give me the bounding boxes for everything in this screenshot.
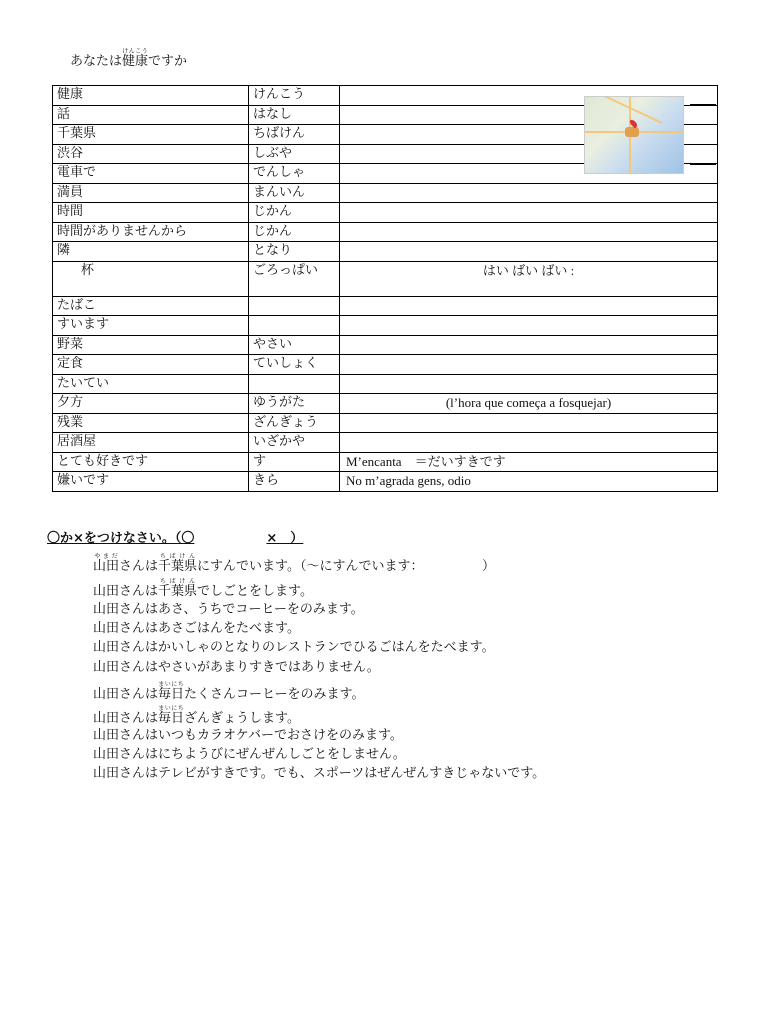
vocab-reading: はなし bbox=[249, 105, 340, 125]
vocab-word: すいます bbox=[53, 316, 249, 336]
vocab-reading: となり bbox=[249, 242, 340, 262]
kanji-ruby: 千葉県ちばけん bbox=[158, 578, 198, 599]
vocab-word: 千葉県 bbox=[53, 125, 249, 145]
vocab-word: 満員 bbox=[53, 183, 249, 203]
quiz-statement: 山田さんはいつもカラオケバーでおさけをのみます。 bbox=[93, 728, 403, 743]
vocab-word: 残業 bbox=[53, 413, 249, 433]
table-row bbox=[53, 452, 718, 472]
vocab-reading bbox=[249, 296, 340, 316]
table-row bbox=[53, 335, 718, 355]
map-image bbox=[584, 96, 684, 174]
vocab-note bbox=[340, 374, 718, 394]
vocab-reading: でんしゃ bbox=[249, 164, 340, 184]
vocab-word: たばこ bbox=[53, 296, 249, 316]
worksheet-title bbox=[70, 48, 187, 69]
table-row bbox=[53, 261, 718, 296]
vocab-reading: ゆうがた bbox=[249, 394, 340, 414]
title-suffix: ですか bbox=[148, 54, 188, 69]
vocab-word: たいてい bbox=[53, 374, 249, 394]
vocab-reading: ごろっぱい bbox=[249, 261, 340, 296]
vocab-note bbox=[340, 183, 718, 203]
table-row bbox=[53, 413, 718, 433]
title-kanji: 健康けんこう bbox=[122, 48, 149, 69]
quiz-statement: 山田さんは毎日まいにちたくさんコーヒーをのみます。 bbox=[93, 681, 365, 702]
quiz-statement: 山田さんは毎日まいにちざんぎょうします。 bbox=[93, 705, 301, 726]
vocab-word: 隣 bbox=[53, 242, 249, 262]
vocab-note: はい ばい ばい : bbox=[340, 261, 718, 296]
vocab-word: 居酒屋 bbox=[53, 433, 249, 453]
vocab-word: 時間 bbox=[53, 203, 249, 223]
quiz-statement: 山田さんはやさいがあまりすきではありません。 bbox=[93, 660, 380, 675]
quiz-statement: 山田さんは千葉県ちばけんでしごとをします。 bbox=[93, 578, 314, 599]
quiz-statement: 山田さんはかいしゃのとなりのレストランでひるごはんをたべます。 bbox=[93, 640, 495, 655]
vocab-reading: す bbox=[249, 452, 340, 472]
vocab-note bbox=[340, 413, 718, 433]
vocab-note bbox=[340, 335, 718, 355]
vocab-note bbox=[340, 296, 718, 316]
table-row bbox=[53, 203, 718, 223]
vocab-reading: まんいん bbox=[249, 183, 340, 203]
table-row bbox=[53, 355, 718, 375]
quiz-statement: 山田さんはにちようびにぜんぜんしごとをしません。 bbox=[93, 747, 406, 762]
vocab-word: 時間がありませんから bbox=[53, 222, 249, 242]
vocab-reading: きら bbox=[249, 472, 340, 492]
quiz-statement: 山田さんはあさごはんをたべます。 bbox=[93, 621, 300, 636]
table-row bbox=[53, 183, 718, 203]
vocab-word: 定食 bbox=[53, 355, 249, 375]
vocab-word: 電車で bbox=[53, 164, 249, 184]
vocab-note bbox=[340, 316, 718, 336]
vocab-reading: ちばけん bbox=[249, 125, 340, 145]
kanji-ruby: 毎日まいにち bbox=[158, 681, 185, 702]
table-row bbox=[53, 394, 718, 414]
vocab-word: 杯 bbox=[53, 261, 249, 296]
vocab-word: 夕方 bbox=[53, 394, 249, 414]
vocab-word: とても好きです bbox=[53, 452, 249, 472]
vocab-reading bbox=[249, 374, 340, 394]
title-prefix: あなたは bbox=[70, 54, 123, 69]
vocab-reading: ていしょく bbox=[249, 355, 340, 375]
vocab-note: M’encanta ＝だいすきです bbox=[340, 452, 718, 472]
quiz-statement: 山田やまださんは千葉県ちばけんにすんでいます。（〜にすんでいます： ） bbox=[93, 553, 496, 574]
quiz-heading: 〇か×をつけなさい。（〇 × ） bbox=[47, 531, 304, 546]
vocab-note bbox=[340, 433, 718, 453]
yamada-ruby: 山田やまだ bbox=[93, 553, 120, 574]
vocab-word: 嫌いです bbox=[53, 472, 249, 492]
quiz-statement: 山田さんはテレビがすきです。でも、スポーツはぜんぜんすきじゃないです。 bbox=[93, 766, 546, 781]
vocab-reading: しぶや bbox=[249, 144, 340, 164]
table-row bbox=[53, 242, 718, 262]
vocab-reading: やさい bbox=[249, 335, 340, 355]
vocab-reading: ざんぎょう bbox=[249, 413, 340, 433]
vocab-reading bbox=[249, 316, 340, 336]
kanji-ruby: 千葉県ちばけん bbox=[158, 553, 198, 574]
vocab-note: (l’hora que começa a fosquejar) bbox=[340, 394, 718, 414]
table-row bbox=[53, 222, 718, 242]
vocab-note bbox=[340, 203, 718, 223]
table-row bbox=[53, 374, 718, 394]
table-row bbox=[53, 472, 718, 492]
vocab-note bbox=[340, 222, 718, 242]
vocab-note bbox=[340, 355, 718, 375]
vocab-note: No m’agrada gens, odio bbox=[340, 472, 718, 492]
kanji-ruby: 毎日まいにち bbox=[158, 705, 185, 726]
table-row bbox=[53, 316, 718, 336]
vocab-word: 渋谷 bbox=[53, 144, 249, 164]
table-row bbox=[53, 296, 718, 316]
vocab-word: 話 bbox=[53, 105, 249, 125]
vocab-note bbox=[340, 242, 718, 262]
vocab-word: 野菜 bbox=[53, 335, 249, 355]
vocab-reading: じかん bbox=[249, 222, 340, 242]
quiz-statement: 山田さんはあさ、うちでコーヒーをのみます。 bbox=[93, 602, 364, 617]
vocab-word: 健康 bbox=[53, 86, 249, 106]
vocab-reading: けんこう bbox=[249, 86, 340, 106]
vocab-reading: じかん bbox=[249, 203, 340, 223]
table-row bbox=[53, 433, 718, 453]
vocab-reading: いざかや bbox=[249, 433, 340, 453]
